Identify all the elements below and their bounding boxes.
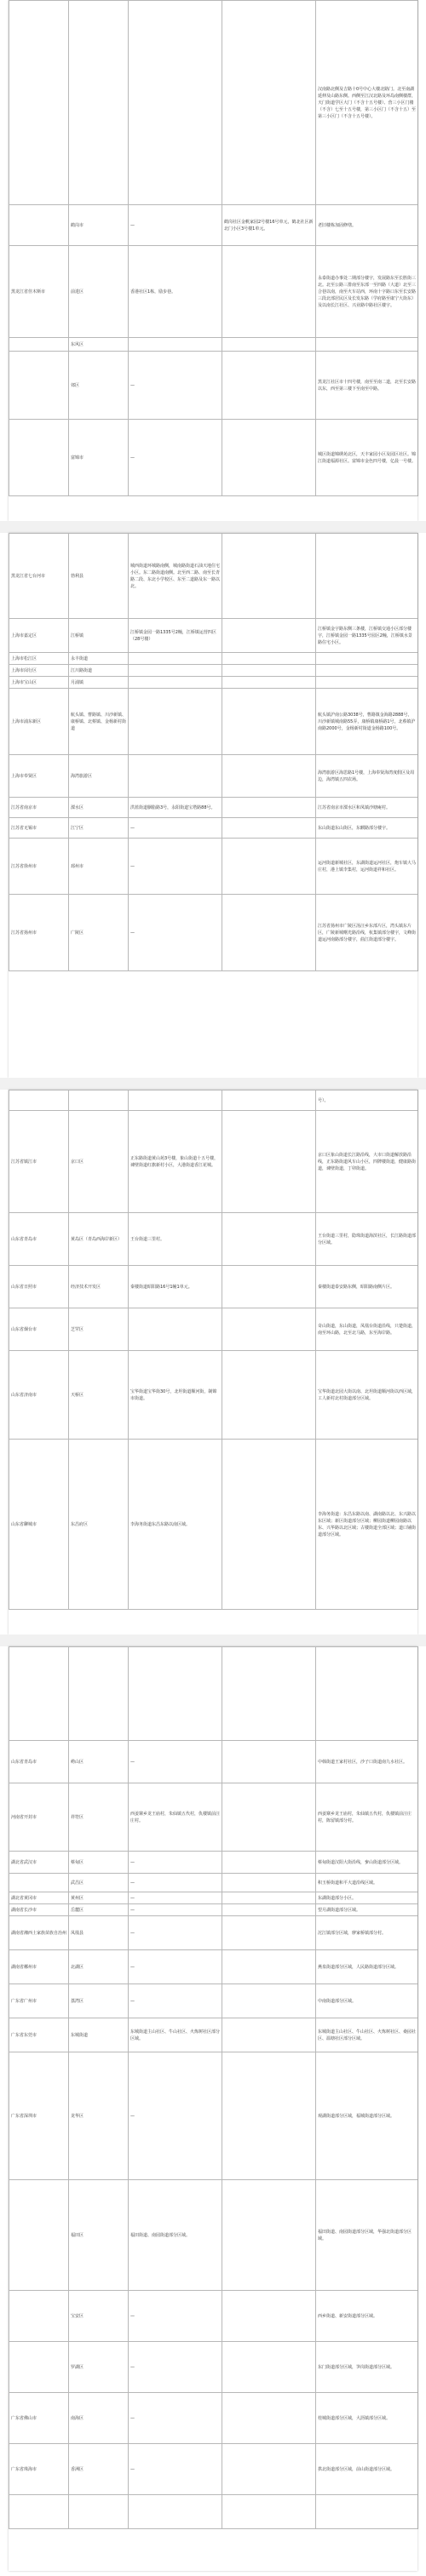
street-cell — [222, 246, 316, 338]
note-cell: 江桥镇金宇路东侧三条楼，江桥镇交通小区部分楼宇，江桥镇金园一路1335号园区2幢，江桥镇水景路住宅小区。 — [316, 619, 418, 653]
area-cell: 宝华街道宝华街30号，北坦街道顺河街，制锦市街道。 — [129, 1351, 222, 1440]
area-cell: — — [129, 420, 222, 496]
note-cell: 积玉桥街道和平大道沿线区域。 — [316, 1874, 418, 1892]
region-cell: 江苏省南京市 — [9, 798, 69, 818]
note-cell: 江苏省扬州市广陵区汤汪乡东部片区，湾头镇东片区，广陵新城曙光路沿线，杭集镇部分楼宇，文峰街道运河南路部分楼宇，曲江街道部分楼宇。 — [316, 895, 418, 971]
document-page-2 — [9, 533, 417, 1078]
street-cell — [222, 1213, 316, 1266]
table-row — [9, 1892, 418, 1904]
note-cell: 西姜寨乡龙王庙村，朱仙镇五代村，仇楼镇前汪庄村，陈留镇部分村。 — [316, 1783, 418, 1852]
note-cell — [316, 665, 418, 677]
area-cell — [129, 1091, 222, 1111]
district-cell: 福田区 — [69, 2180, 129, 2291]
note-cell: 东门街道部分区域，笋岗街道部分区域。 — [316, 2342, 418, 2393]
risk-area-table — [9, 533, 418, 971]
table-row — [9, 798, 418, 818]
region-cell: 上海市浦东新区 — [9, 689, 69, 755]
street-cell — [222, 2495, 316, 2529]
district-cell: 月浦镇 — [69, 677, 129, 689]
note-cell: 永泰街道办事处二期部分楼宇，发展路东至长胜街三北。北至公路三排南至东部一至四路（大道）北至三合巷以南，南至火车站西，环南十字路口东至长安路三段北部居民区及长发东路（学府路至康宁大街东）及以南长江社区、兴业路中路社区楼宇。 — [316, 246, 418, 338]
region-cell — [9, 2342, 69, 2393]
street-cell — [222, 1874, 316, 1892]
note-cell: 江苏省南京市溧水区和凤镇沙塘庵村。 — [316, 798, 418, 818]
table-row — [9, 818, 418, 839]
table-row — [9, 755, 418, 798]
district-cell: 江宁区 — [69, 818, 129, 839]
district-cell: 芝罘区 — [69, 1308, 129, 1351]
district-cell: 鹤岗市 — [69, 205, 129, 246]
note-cell — [316, 2495, 418, 2529]
street-cell — [222, 689, 316, 755]
page-gap — [0, 521, 426, 533]
district-cell: 邳州市 — [69, 839, 129, 895]
street-cell — [222, 665, 316, 677]
area-cell — [129, 689, 222, 755]
area-cell: 洪蓝街道胭脂路3号，永阳街道宝塔路88号。 — [129, 798, 222, 818]
area-cell: — — [129, 2342, 222, 2393]
region-cell: 江苏省扬州市 — [9, 895, 69, 971]
street-cell — [222, 1984, 316, 2018]
street-cell — [222, 1950, 316, 1984]
district-cell: 江桥镇 — [69, 619, 129, 653]
note-cell: 号）。 — [316, 1091, 418, 1111]
district-cell: 永丰街道 — [69, 653, 129, 665]
street-cell — [222, 839, 316, 895]
region-cell: 江苏省徐州市 — [9, 839, 69, 895]
area-cell: 李海务街道东昌东路以南区域。 — [129, 1440, 222, 1610]
district-cell: 京口区 — [69, 1111, 129, 1213]
street-cell — [222, 653, 316, 665]
region-cell: 江苏省镇江市 — [9, 1111, 69, 1213]
street-cell — [222, 1904, 316, 1916]
table-row — [9, 2393, 418, 2444]
area-cell: 东城街道主山社区、牛山社区、火炼树社区部分区域。 — [129, 2018, 222, 2052]
area-cell: — — [129, 2052, 222, 2180]
area-cell — [129, 677, 222, 689]
street-cell — [222, 1440, 316, 1610]
district-cell — [69, 2495, 129, 2529]
region-cell — [9, 2495, 69, 2529]
region-cell: 黑龙江省佳木斯市 — [9, 246, 69, 338]
district-cell: 荔湾区 — [69, 1984, 129, 2018]
district-cell: 黄州区 — [69, 1892, 129, 1904]
note-cell: 中韩街道王家村社区，沙子口街道南九水社区。 — [316, 1741, 418, 1783]
table-row — [9, 2444, 418, 2495]
table-row — [9, 1904, 418, 1916]
area-cell — [129, 653, 222, 665]
table-row — [9, 1091, 418, 1111]
district-cell: 罗湖区 — [69, 2342, 129, 2393]
district-cell: 北湖区 — [69, 1950, 129, 1984]
table-row — [9, 1440, 418, 1610]
region-cell: 上海市奉贤区 — [9, 755, 69, 798]
street-cell — [222, 2444, 316, 2495]
district-cell: 蔡甸区 — [69, 1852, 129, 1874]
area-cell: 西姜寨乡龙王庙村，朱仙镇五代村，仇楼镇前汪庄村。 — [129, 1783, 222, 1852]
note-cell — [316, 1647, 418, 1741]
street-cell: 鹤岗社区金帆家园2号楼16号单元，鹤北社区新北门小区3号楼1单元。 — [222, 205, 316, 246]
district-cell: 广陵区 — [69, 895, 129, 971]
region-cell: 山东省烟台市 — [9, 1308, 69, 1351]
district-cell: 天桥区 — [69, 1351, 129, 1440]
note-cell — [316, 534, 418, 619]
area-cell — [129, 755, 222, 798]
note-cell: 西乡街道、新安街道部分区域。 — [316, 2291, 418, 2342]
table-row — [9, 1984, 418, 2018]
district-cell: 航头镇、曹路镇、川沙新镇、康桥镇、北蔡镇、金杨新村街道 — [69, 689, 129, 755]
note-cell: 中南街道部分区域。 — [316, 1984, 418, 2018]
region-cell — [9, 205, 69, 246]
region-cell — [9, 1091, 69, 1111]
district-cell: 经济技术开发区 — [69, 1266, 129, 1308]
street-cell — [222, 2180, 316, 2291]
note-cell: 城区街道锦绣苑北区，天丰家园小区及园区社区。锦江街道福源社区。富锦市金色四号楼，亿晨一号楼。 — [316, 420, 418, 496]
table-row — [9, 246, 418, 338]
table-row — [9, 205, 418, 246]
note-cell: 李海务街道：东昌东路以南、湖南路以北、东兴路以东区域；新区街道部分区域；柳园街道柳园南路以东、兴华路以北区域；古楼街道全部区域；道口铺街道部分区域。 — [316, 1440, 418, 1610]
street-cell — [222, 755, 316, 798]
district-cell: 富锦市 — [69, 420, 129, 496]
table-row — [9, 2291, 418, 2342]
district-cell: 崂山区 — [69, 1741, 129, 1783]
region-cell: 湖南省郴州市 — [9, 1950, 69, 1984]
district-cell: 江川路街道 — [69, 665, 129, 677]
area-cell: 王台街道三里村。 — [129, 1213, 222, 1266]
table-row — [9, 895, 418, 971]
street-cell — [222, 1, 316, 205]
street-cell — [222, 2052, 316, 2180]
district-cell: 勃利县 — [69, 534, 129, 619]
table-row — [9, 1308, 418, 1351]
street-cell — [222, 895, 316, 971]
table-row — [9, 1950, 418, 1984]
street-cell — [222, 1091, 316, 1111]
table-row — [9, 1916, 418, 1950]
district-cell: 宝安区 — [69, 2291, 129, 2342]
document-page-3 — [9, 1090, 417, 1634]
region-cell: 广东省佛山市 — [9, 2393, 69, 2444]
area-cell — [129, 2495, 222, 2529]
note-cell: 宝华街道北园大街以南、北坦街道顺河街以西区域，工人新村北村街道部分区域。 — [316, 1351, 418, 1440]
note-cell — [316, 338, 418, 352]
street-cell — [222, 2393, 316, 2444]
area-cell: — — [129, 1874, 222, 1892]
table-row — [9, 2342, 418, 2393]
region-cell: 上海市闵行区 — [9, 665, 69, 677]
note-cell: 东湖街道部分小区。 — [316, 1892, 418, 1904]
district-cell: 前进区 — [69, 246, 129, 338]
region-cell: 湖北省黄冈市 — [9, 1892, 69, 1904]
note-cell: 望月湖街道部分区域。 — [316, 1904, 418, 1916]
area-cell: 福田街道、南园街道部分区域。 — [129, 2180, 222, 2291]
area-cell — [129, 1, 222, 205]
area-cell: 香港社区1栋，励步巷。 — [129, 246, 222, 338]
area-cell: — — [129, 1852, 222, 1874]
table-row — [9, 1741, 418, 1783]
street-cell — [222, 338, 316, 352]
street-cell — [222, 1351, 316, 1440]
district-cell: 香洲区 — [69, 2444, 129, 2495]
district-cell: 郊区 — [69, 352, 129, 420]
area-cell: 江桥镇金园一路1335号2幢，江桥镇运营四区（28号楼） — [129, 619, 222, 653]
table-row — [9, 352, 418, 420]
street-cell — [222, 1647, 316, 1741]
area-cell: — — [129, 2291, 222, 2342]
district-cell: 溧水区 — [69, 798, 129, 818]
area-cell: — — [129, 2393, 222, 2444]
note-cell: 汉南路北侧及吉路十0号中心大楼北路门。北至南湖延伸及山路东侧。西侧至江汉北路及环岛南侧楼群，天门街道学区大门（不含十五号楼）、营三小区门楼（不含）七至十五号楼，第三小区门（不含十五）至第三小区门（不含十五号楼）。 — [316, 1, 418, 205]
note-cell: 东城街道主山社区、牛山社区、火炼树社区、桑园社区、温塘社区部分区域。 — [316, 2018, 418, 2052]
note-cell: 王台街道三里村，隐珠街道海滨社区，长江路街道部分区域。 — [316, 1213, 418, 1266]
street-cell — [222, 1852, 316, 1874]
table-row — [9, 2495, 418, 2529]
street-cell — [222, 420, 316, 496]
note-cell: 老旧楼栋加固修缮。 — [316, 205, 418, 246]
table-row — [9, 2180, 418, 2291]
note-cell: 东山街道东山街区，东麒路部分楼宇。 — [316, 818, 418, 839]
table-row — [9, 1, 418, 205]
table-row — [9, 1351, 418, 1440]
area-cell: — — [129, 1741, 222, 1783]
street-cell — [222, 352, 316, 420]
table-row — [9, 534, 418, 619]
table-row — [9, 338, 418, 352]
region-cell — [9, 420, 69, 496]
area-cell: 城西街道环城路南侧，城南路街道石油天地住宅小区。东二路街道南侧。北至西二路、南至长青路二段、东北小学校区、东至二道路及东一路以北。 — [129, 534, 222, 619]
area-cell: — — [129, 895, 222, 971]
district-cell: 凤凰县 — [69, 1916, 129, 1950]
note-cell: 桂城街道部分区域，大沥镇部分区域。 — [316, 2393, 418, 2444]
table-row — [9, 1111, 418, 1213]
table-row — [9, 1783, 418, 1852]
street-cell — [222, 798, 316, 818]
region-cell: 湖南省湘西土家族苗族自治州 — [9, 1916, 69, 1950]
note-cell: 福田街道、南园街道部分区域，华强北街道部分区域。 — [316, 2180, 418, 2291]
region-cell: 上海市嘉定区 — [9, 619, 69, 653]
region-cell: 上海市松江区 — [9, 653, 69, 665]
risk-area-table — [9, 0, 418, 496]
area-cell: — — [129, 1950, 222, 1984]
region-cell: 河南省开封市 — [9, 1783, 69, 1852]
region-cell: 江苏省无锡市 — [9, 818, 69, 839]
region-cell: 湖南省长沙市 — [9, 1904, 69, 1916]
note-cell: 海湾旅游区海思路1号楼，上海奉贤海湾度假区及周边，海湾镇五四农场。 — [316, 755, 418, 798]
note-cell: 奇山街道，东山街道，凤凰台街道沿线，只楚街道，南至环山路，北至北马路，东至海岸路。 — [316, 1308, 418, 1351]
region-cell: 黑龙江省七台河市 — [9, 534, 69, 619]
page-gap — [0, 1078, 426, 1090]
region-cell — [9, 2291, 69, 2342]
region-cell: 山东省济南市 — [9, 1351, 69, 1440]
area-cell: — — [129, 352, 222, 420]
area-cell: — — [129, 205, 222, 246]
risk-area-table — [9, 1646, 418, 2529]
area-cell: — — [129, 2444, 222, 2495]
street-cell — [222, 619, 316, 653]
region-cell — [9, 2180, 69, 2291]
district-cell — [69, 1, 129, 205]
street-cell — [222, 1916, 316, 1950]
region-cell: 广东省广州市 — [9, 1984, 69, 2018]
region-cell — [9, 1647, 69, 1741]
area-cell: 秦楼街道昭阳路16号1幢1单元。 — [129, 1266, 222, 1308]
table-row — [9, 1874, 418, 1892]
table-row — [9, 665, 418, 677]
district-cell: 黄岛区（青岛西海岸新区） — [69, 1213, 129, 1266]
region-cell: 广东省珠海市 — [9, 2444, 69, 2495]
street-cell — [222, 1266, 316, 1308]
street-cell — [222, 2291, 316, 2342]
region-cell: 山东省日照市 — [9, 1266, 69, 1308]
region-cell: 广东省深圳市 — [9, 2052, 69, 2180]
note-cell — [316, 653, 418, 665]
district-cell: 南海区 — [69, 2393, 129, 2444]
risk-area-table — [9, 1090, 418, 1610]
district-cell: 海湾旅游区 — [69, 755, 129, 798]
district-cell: 东风区 — [69, 338, 129, 352]
street-cell — [222, 2342, 316, 2393]
note-cell: 京口区象山街道长江路沿线，大市口街道解放路沿线，正东路街道风车山小区，四牌楼街道，健康路街道，谏壁街道，丁卯街道。 — [316, 1111, 418, 1213]
district-cell: 岳麓区 — [69, 1904, 129, 1916]
table-row — [9, 1266, 418, 1308]
note-cell: 观湖街道部分区域，福城街道部分区域。 — [316, 2052, 418, 2180]
region-cell: 山东省青岛市 — [9, 1741, 69, 1783]
table-row — [9, 619, 418, 653]
area-cell: — — [129, 818, 222, 839]
street-cell — [222, 1741, 316, 1783]
street-cell — [222, 1783, 316, 1852]
table-row — [9, 2052, 418, 2180]
region-cell: 广东省东莞市 — [9, 2018, 69, 2052]
region-cell — [9, 352, 69, 420]
note-cell: 航头镇沪南公路3038号，曹路镇金海路2888号，川沙新镇城南路55弄，康桥镇康桥路1号，北蔡镇沪南路2000号，金杨新村街道金杨路100号。 — [316, 689, 418, 755]
note-cell: 沱江镇部分区域，廖家桥镇部分村。 — [316, 1916, 418, 1950]
area-cell: — — [129, 839, 222, 895]
street-cell — [222, 1111, 316, 1213]
area-cell: — — [129, 1892, 222, 1904]
region-cell: 湖北省武汉市 — [9, 1852, 69, 1874]
note-cell: 黑龙江社区市十四号楼，南至至南二道，北至长安路以东，西至第三楼下至南至中路。 — [316, 352, 418, 420]
area-cell: — — [129, 1916, 222, 1950]
street-cell — [222, 677, 316, 689]
region-cell — [9, 1, 69, 205]
district-cell: 龙华区 — [69, 2052, 129, 2180]
street-cell — [222, 1892, 316, 1904]
district-cell: 东城街道 — [69, 2018, 129, 2052]
table-row — [9, 689, 418, 755]
table-row — [9, 677, 418, 689]
region-cell: 山东省青岛市 — [9, 1213, 69, 1266]
table-row — [9, 1647, 418, 1741]
area-cell — [129, 1647, 222, 1741]
street-cell — [222, 534, 316, 619]
region-cell — [9, 338, 69, 352]
district-cell — [69, 1647, 129, 1741]
region-cell: 山东省聊城市 — [9, 1440, 69, 1610]
table-row — [9, 653, 418, 665]
area-cell: — — [129, 1984, 222, 2018]
note-cell: 燕泉街道部分区域，人民路街道部分区域。 — [316, 1950, 418, 1984]
table-row — [9, 839, 418, 895]
page-gap — [0, 1634, 426, 1646]
street-cell — [222, 2018, 316, 2052]
note-cell: 蔡甸街道汉阳大街沿线，奓山街道部分区域。 — [316, 1852, 418, 1874]
area-cell — [129, 665, 222, 677]
area-cell — [129, 338, 222, 352]
area-cell — [129, 1308, 222, 1351]
area-cell: 正东路街道黄山苑3号楼，象山街道十五号楼，谏壁街道红旗新村小区，大港街道香江花城。 — [129, 1111, 222, 1213]
area-cell: — — [129, 1904, 222, 1916]
district-cell: 武昌区 — [69, 1874, 129, 1892]
region-cell — [9, 1874, 69, 1892]
region-cell: 上海市宝山区 — [9, 677, 69, 689]
note-cell — [316, 677, 418, 689]
street-cell — [222, 1308, 316, 1351]
note-cell: 秦楼街道泰安路东侧，昭阳路南侧片区。 — [316, 1266, 418, 1308]
table-row — [9, 1852, 418, 1874]
district-cell: 祥符区 — [69, 1783, 129, 1852]
street-cell — [222, 818, 316, 839]
district-cell: 东昌府区 — [69, 1440, 129, 1610]
table-row — [9, 1213, 418, 1266]
note-cell: 拱北街道部分区域，前山街道部分区域。 — [316, 2444, 418, 2495]
document-page-4 — [9, 1646, 417, 2571]
district-cell — [69, 1091, 129, 1111]
table-row — [9, 420, 418, 496]
document-page-1 — [9, 0, 417, 521]
note-cell: 运河街道新城社区，东湖街道运河社区，炮车镇大马庄村，港上镇李集村，运河街道祥和社区。 — [316, 839, 418, 895]
table-row — [9, 2018, 418, 2052]
